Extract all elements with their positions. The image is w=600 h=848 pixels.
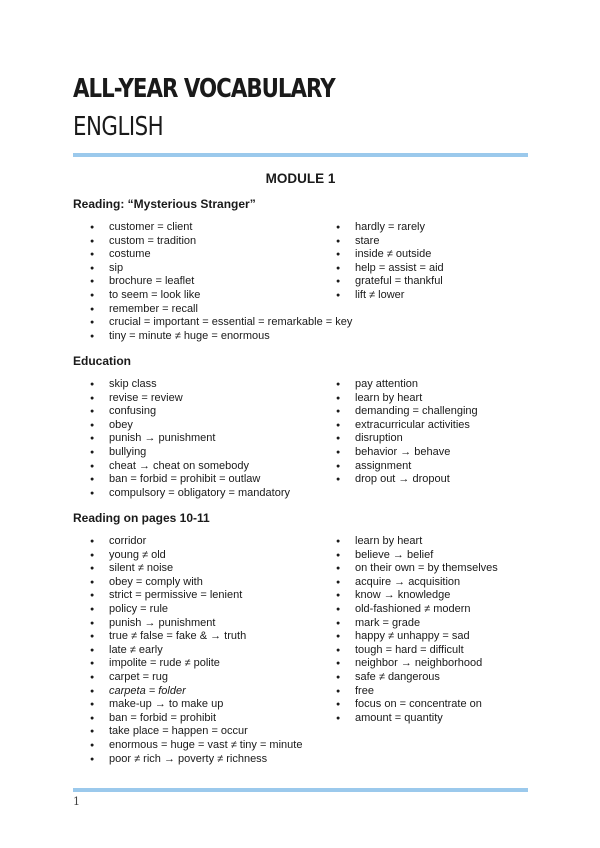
list-item: ● extracurricular activities <box>336 419 478 433</box>
bottom-divider <box>73 788 528 792</box>
list-item: ● hardly = rarely <box>336 221 444 235</box>
title-line-2: ENGLISH <box>73 112 164 142</box>
list-item: ● amount = quantity <box>336 712 498 726</box>
section-2-right-list <box>336 378 478 487</box>
list-item: ● carpet = rug <box>90 671 302 685</box>
section-heading-reading-stranger: Reading: “Mysterious Stranger” <box>73 197 256 211</box>
list-item: ● old-fashioned ≠ modern <box>336 603 498 617</box>
title-line-1: ALL-YEAR VOCABULARY <box>73 74 335 104</box>
list-item: ● make-up → to make up <box>90 698 302 712</box>
list-item: ● strict = permissive = lenient <box>90 589 302 603</box>
list-item: ● on their own = by themselves <box>336 562 498 576</box>
list-item: ● mark = grade <box>336 617 498 631</box>
list-item: ● believe → belief <box>336 549 498 563</box>
list-item: ● customer = client <box>90 221 352 235</box>
list-item: ● cheat → cheat on somebody <box>90 460 290 474</box>
list-item: ● enormous = huge = vast ≠ tiny = minute <box>90 739 302 753</box>
list-item: ● to seem = look like <box>90 289 352 303</box>
list-item: ● punish → punishment <box>90 617 302 631</box>
section-1-left-list <box>90 221 352 343</box>
list-item: ● ban = forbid = prohibit <box>90 712 302 726</box>
list-item: ● poor ≠ rich → poverty ≠ richness <box>90 753 302 767</box>
list-item: ● help = assist = aid <box>336 262 444 276</box>
section-heading-reading-pages: Reading on pages 10-11 <box>73 511 210 525</box>
list-item: ● demanding = challenging <box>336 405 478 419</box>
section-2-left-list <box>90 378 290 500</box>
list-item: ● drop out → dropout <box>336 473 478 487</box>
list-item: ● young ≠ old <box>90 549 302 563</box>
list-item: ● acquire → acquisition <box>336 576 498 590</box>
list-item: ● focus on = concentrate on <box>336 698 498 712</box>
list-item: ● grateful = thankful <box>336 275 444 289</box>
list-item: ● assignment <box>336 460 478 474</box>
list-item: ● lift ≠ lower <box>336 289 444 303</box>
list-item: ● late ≠ early <box>90 644 302 658</box>
list-item: ● brochure = leaflet <box>90 275 352 289</box>
top-divider <box>73 153 528 157</box>
list-item: ● compulsory = obligatory = mandatory <box>90 487 290 501</box>
list-item: ● corridor <box>90 535 302 549</box>
section-heading-education: Education <box>73 354 132 368</box>
list-item: ● ban = forbid = prohibit = outlaw <box>90 473 290 487</box>
list-item: ● crucial = important = essential = remarkable = key <box>90 316 352 330</box>
section-3-right-list <box>336 535 498 725</box>
list-item: ● tiny = minute ≠ huge = enormous <box>90 330 352 344</box>
list-item: ● obey <box>90 419 290 433</box>
list-item: ● take place = happen = occur <box>90 725 302 739</box>
list-item: ● silent ≠ noise <box>90 562 302 576</box>
list-item: ● confusing <box>90 405 290 419</box>
list-item: ● behavior → behave <box>336 446 478 460</box>
list-item: ● learn by heart <box>336 535 498 549</box>
list-item: ● safe ≠ dangerous <box>336 671 498 685</box>
list-item: ● free <box>336 685 498 699</box>
list-item: ● pay attention <box>336 378 478 392</box>
list-item: ● inside ≠ outside <box>336 248 444 262</box>
list-item: ● disruption <box>336 432 478 446</box>
list-item: ● stare <box>336 235 444 249</box>
section-3-left-list <box>90 535 302 766</box>
list-item: ● learn by heart <box>336 392 478 406</box>
list-item: ● revise = review <box>90 392 290 406</box>
list-item: ● happy ≠ unhappy = sad <box>336 630 498 644</box>
section-1-right-list <box>336 221 444 303</box>
list-item: ● true ≠ false = fake & → truth <box>90 630 302 644</box>
list-item: ● custom = tradition <box>90 235 352 249</box>
list-item: ● impolite = rude ≠ polite <box>90 657 302 671</box>
list-item: ● carpeta = folder <box>90 685 302 699</box>
list-item: ● remember = recall <box>90 303 352 317</box>
list-item: ● tough = hard = difficult <box>336 644 498 658</box>
module-heading: MODULE 1 <box>265 171 336 186</box>
list-item: ● punish → punishment <box>90 432 290 446</box>
page-number: 1 <box>73 795 80 808</box>
list-item: ● costume <box>90 248 352 262</box>
list-item: ● skip class <box>90 378 290 392</box>
list-item: ● bullying <box>90 446 290 460</box>
list-item: ● obey = comply with <box>90 576 302 590</box>
list-item: ● sip <box>90 262 352 276</box>
list-item: ● policy = rule <box>90 603 302 617</box>
list-item: ● neighbor → neighborhood <box>336 657 498 671</box>
list-item: ● know → knowledge <box>336 589 498 603</box>
